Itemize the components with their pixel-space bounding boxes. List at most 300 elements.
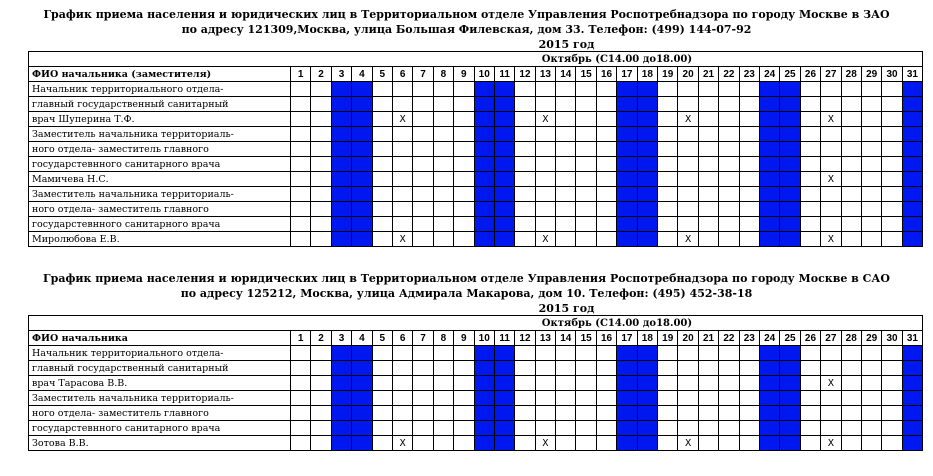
day-cell bbox=[719, 127, 739, 142]
day-cell bbox=[882, 157, 902, 172]
day-header: 8 bbox=[433, 67, 453, 82]
table-row bbox=[29, 82, 923, 97]
day-header: 18 bbox=[637, 67, 657, 82]
day-cell bbox=[658, 97, 678, 112]
day-header: 11 bbox=[494, 331, 514, 346]
schedule1-month: Октябрь (С14.00 до18.00) bbox=[29, 52, 923, 67]
day-cell bbox=[861, 202, 881, 217]
day-cell bbox=[556, 217, 576, 232]
day-cell bbox=[392, 172, 412, 187]
weekend-cell bbox=[474, 202, 494, 217]
day-cell bbox=[719, 346, 739, 361]
weekend-cell bbox=[474, 232, 494, 247]
weekend-cell bbox=[474, 127, 494, 142]
day-cell bbox=[413, 97, 433, 112]
weekend-cell bbox=[331, 82, 351, 97]
weekend-cell bbox=[780, 157, 800, 172]
table-row bbox=[29, 361, 923, 376]
day-cell bbox=[454, 436, 474, 451]
weekend-cell bbox=[637, 406, 657, 421]
weekend-cell bbox=[759, 172, 779, 187]
weekend-cell bbox=[759, 406, 779, 421]
weekend-cell bbox=[352, 142, 372, 157]
day-header: 17 bbox=[617, 331, 637, 346]
day-cell bbox=[739, 187, 759, 202]
day-header: 7 bbox=[413, 331, 433, 346]
official-name-line: государстевнного санитарного врача bbox=[29, 421, 291, 436]
day-cell bbox=[372, 361, 392, 376]
weekend-cell bbox=[637, 127, 657, 142]
day-cell bbox=[861, 142, 881, 157]
day-cell bbox=[719, 202, 739, 217]
day-cell bbox=[392, 187, 412, 202]
weekend-cell bbox=[494, 436, 514, 451]
day-cell bbox=[556, 142, 576, 157]
day-cell bbox=[841, 346, 861, 361]
day-cell bbox=[882, 406, 902, 421]
day-header: 6 bbox=[392, 67, 412, 82]
day-cell bbox=[515, 142, 535, 157]
weekend-cell bbox=[902, 361, 922, 376]
day-cell bbox=[861, 421, 881, 436]
day-header: 22 bbox=[719, 67, 739, 82]
day-cell bbox=[535, 187, 555, 202]
day-cell bbox=[698, 217, 718, 232]
reception-mark: Х bbox=[821, 376, 841, 391]
day-cell bbox=[311, 421, 331, 436]
day-cell bbox=[556, 346, 576, 361]
day-cell bbox=[719, 361, 739, 376]
weekend-cell bbox=[617, 406, 637, 421]
day-cell bbox=[556, 112, 576, 127]
weekend-cell bbox=[637, 82, 657, 97]
day-cell bbox=[739, 346, 759, 361]
day-cell bbox=[698, 436, 718, 451]
day-cell bbox=[372, 406, 392, 421]
day-cell bbox=[596, 82, 616, 97]
day-cell bbox=[678, 361, 698, 376]
day-cell bbox=[596, 436, 616, 451]
weekend-cell bbox=[759, 391, 779, 406]
official-name-line: ного отдела- заместитель главного bbox=[29, 406, 291, 421]
day-cell bbox=[841, 142, 861, 157]
day-cell bbox=[821, 127, 841, 142]
day-cell bbox=[861, 406, 881, 421]
day-cell bbox=[535, 172, 555, 187]
day-header: 2 bbox=[311, 67, 331, 82]
weekend-cell bbox=[494, 421, 514, 436]
weekend-cell bbox=[780, 346, 800, 361]
day-cell bbox=[291, 406, 311, 421]
official-name-line: врач Тарасова В.В. bbox=[29, 376, 291, 391]
day-header: 6 bbox=[392, 331, 412, 346]
day-cell bbox=[392, 82, 412, 97]
day-header: 17 bbox=[617, 67, 637, 82]
day-cell bbox=[576, 112, 596, 127]
weekend-cell bbox=[759, 436, 779, 451]
weekend-cell bbox=[494, 97, 514, 112]
day-cell bbox=[658, 361, 678, 376]
official-name-line: государстевнного санитарного врача bbox=[29, 157, 291, 172]
weekend-cell bbox=[902, 157, 922, 172]
reception-mark: Х bbox=[821, 112, 841, 127]
day-cell bbox=[698, 127, 718, 142]
day-cell bbox=[739, 361, 759, 376]
day-cell bbox=[576, 97, 596, 112]
weekend-cell bbox=[617, 82, 637, 97]
day-cell bbox=[698, 142, 718, 157]
weekend-cell bbox=[780, 406, 800, 421]
weekend-cell bbox=[759, 157, 779, 172]
day-cell bbox=[311, 187, 331, 202]
weekend-cell bbox=[474, 82, 494, 97]
weekend-cell bbox=[331, 361, 351, 376]
reception-mark: Х bbox=[821, 232, 841, 247]
day-cell bbox=[698, 232, 718, 247]
day-cell bbox=[882, 421, 902, 436]
day-cell bbox=[841, 376, 861, 391]
weekend-cell bbox=[494, 217, 514, 232]
day-header: 19 bbox=[658, 67, 678, 82]
weekend-cell bbox=[494, 232, 514, 247]
day-header: 13 bbox=[535, 331, 555, 346]
day-header: 9 bbox=[454, 67, 474, 82]
weekend-cell bbox=[637, 436, 657, 451]
weekend-cell bbox=[759, 187, 779, 202]
day-cell bbox=[454, 406, 474, 421]
day-cell bbox=[841, 127, 861, 142]
weekend-cell bbox=[780, 421, 800, 436]
weekend-cell bbox=[637, 376, 657, 391]
day-cell bbox=[800, 391, 820, 406]
weekend-cell bbox=[352, 187, 372, 202]
day-cell bbox=[882, 217, 902, 232]
weekend-cell bbox=[902, 202, 922, 217]
day-cell bbox=[392, 421, 412, 436]
weekend-cell bbox=[617, 187, 637, 202]
day-cell bbox=[861, 346, 881, 361]
reception-mark: Х bbox=[392, 436, 412, 451]
day-cell bbox=[515, 172, 535, 187]
day-cell bbox=[698, 376, 718, 391]
day-cell bbox=[576, 232, 596, 247]
official-name-line: Начальник территориального отдела- bbox=[29, 346, 291, 361]
day-cell bbox=[515, 157, 535, 172]
weekend-cell bbox=[902, 127, 922, 142]
day-header: 16 bbox=[596, 67, 616, 82]
day-cell bbox=[596, 346, 616, 361]
day-cell bbox=[698, 172, 718, 187]
table-row bbox=[29, 406, 923, 421]
day-header: 31 bbox=[902, 331, 922, 346]
weekend-cell bbox=[494, 127, 514, 142]
weekend-cell bbox=[637, 97, 657, 112]
reception-mark: Х bbox=[392, 232, 412, 247]
day-cell bbox=[556, 172, 576, 187]
day-cell bbox=[719, 376, 739, 391]
day-cell bbox=[596, 232, 616, 247]
weekend-cell bbox=[637, 421, 657, 436]
day-cell bbox=[576, 436, 596, 451]
weekend-cell bbox=[902, 391, 922, 406]
day-cell bbox=[515, 127, 535, 142]
day-cell bbox=[800, 202, 820, 217]
weekend-cell bbox=[759, 217, 779, 232]
day-cell bbox=[698, 391, 718, 406]
weekend-cell bbox=[780, 187, 800, 202]
day-cell bbox=[392, 346, 412, 361]
day-cell bbox=[454, 172, 474, 187]
official-name-line: ного отдела- заместитель главного bbox=[29, 142, 291, 157]
day-cell bbox=[576, 421, 596, 436]
day-cell bbox=[719, 172, 739, 187]
day-header: 18 bbox=[637, 331, 657, 346]
day-cell bbox=[882, 127, 902, 142]
day-cell bbox=[719, 421, 739, 436]
day-cell bbox=[841, 187, 861, 202]
day-header: 12 bbox=[515, 331, 535, 346]
day-cell bbox=[413, 82, 433, 97]
schedule2-month: Октябрь (С14.00 до18.00) bbox=[29, 316, 923, 331]
day-header: 25 bbox=[780, 67, 800, 82]
day-cell bbox=[576, 391, 596, 406]
day-cell bbox=[291, 127, 311, 142]
weekend-cell bbox=[759, 232, 779, 247]
day-cell bbox=[800, 436, 820, 451]
day-cell bbox=[515, 187, 535, 202]
day-cell bbox=[698, 346, 718, 361]
day-header: 1 bbox=[291, 67, 311, 82]
weekend-cell bbox=[474, 172, 494, 187]
day-cell bbox=[535, 217, 555, 232]
weekend-cell bbox=[494, 187, 514, 202]
weekend-cell bbox=[331, 97, 351, 112]
day-cell bbox=[658, 217, 678, 232]
weekend-cell bbox=[617, 346, 637, 361]
day-cell bbox=[392, 217, 412, 232]
day-cell bbox=[372, 421, 392, 436]
day-cell bbox=[372, 112, 392, 127]
reception-mark: Х bbox=[821, 172, 841, 187]
day-cell bbox=[576, 346, 596, 361]
day-cell bbox=[515, 112, 535, 127]
day-cell bbox=[291, 112, 311, 127]
day-cell bbox=[413, 346, 433, 361]
weekend-cell bbox=[352, 346, 372, 361]
table-row bbox=[29, 391, 923, 406]
day-cell bbox=[698, 97, 718, 112]
day-header: 1 bbox=[291, 331, 311, 346]
day-header: 16 bbox=[596, 331, 616, 346]
day-cell bbox=[311, 157, 331, 172]
schedule1-table bbox=[28, 51, 923, 247]
weekend-cell bbox=[352, 97, 372, 112]
day-cell bbox=[454, 361, 474, 376]
table-row bbox=[29, 346, 923, 361]
day-cell bbox=[535, 202, 555, 217]
day-cell bbox=[596, 376, 616, 391]
table-row bbox=[29, 187, 923, 202]
day-cell bbox=[515, 406, 535, 421]
day-cell bbox=[535, 376, 555, 391]
day-cell bbox=[882, 112, 902, 127]
day-cell bbox=[392, 97, 412, 112]
day-cell bbox=[821, 202, 841, 217]
weekend-cell bbox=[780, 376, 800, 391]
official-name-line: Начальник территориального отдела- bbox=[29, 82, 291, 97]
reception-mark: Х bbox=[535, 112, 555, 127]
day-cell bbox=[392, 406, 412, 421]
day-cell bbox=[576, 142, 596, 157]
weekend-cell bbox=[902, 376, 922, 391]
day-cell bbox=[454, 232, 474, 247]
day-cell bbox=[596, 202, 616, 217]
day-cell bbox=[596, 217, 616, 232]
day-cell bbox=[433, 361, 453, 376]
day-cell bbox=[535, 361, 555, 376]
day-cell bbox=[596, 361, 616, 376]
day-cell bbox=[821, 361, 841, 376]
day-cell bbox=[515, 376, 535, 391]
table-row bbox=[29, 97, 923, 112]
weekend-cell bbox=[780, 202, 800, 217]
weekend-cell bbox=[331, 112, 351, 127]
weekend-cell bbox=[617, 112, 637, 127]
day-cell bbox=[515, 202, 535, 217]
day-cell bbox=[433, 82, 453, 97]
weekend-cell bbox=[780, 361, 800, 376]
weekend-cell bbox=[352, 112, 372, 127]
day-cell bbox=[413, 172, 433, 187]
weekend-cell bbox=[494, 157, 514, 172]
weekend-cell bbox=[617, 217, 637, 232]
weekend-cell bbox=[617, 391, 637, 406]
weekend-cell bbox=[474, 421, 494, 436]
day-cell bbox=[535, 391, 555, 406]
day-cell bbox=[413, 157, 433, 172]
weekend-cell bbox=[352, 82, 372, 97]
day-cell bbox=[861, 112, 881, 127]
day-cell bbox=[698, 82, 718, 97]
day-cell bbox=[678, 376, 698, 391]
weekend-cell bbox=[637, 361, 657, 376]
day-header: 29 bbox=[861, 67, 881, 82]
day-cell bbox=[291, 361, 311, 376]
day-cell bbox=[291, 172, 311, 187]
day-header: 26 bbox=[800, 67, 820, 82]
weekend-cell bbox=[352, 157, 372, 172]
day-header: 19 bbox=[658, 331, 678, 346]
day-cell bbox=[556, 391, 576, 406]
schedule2-title-line1: График приема населения и юридических лиц в Территориальном отделе Управления Роспотребнадзора по городу Москве в САО bbox=[43, 272, 890, 285]
day-header: 30 bbox=[882, 331, 902, 346]
day-cell bbox=[311, 142, 331, 157]
official-name-line: Заместитель начальника территориаль- bbox=[29, 127, 291, 142]
day-cell bbox=[515, 217, 535, 232]
weekend-cell bbox=[352, 406, 372, 421]
day-cell bbox=[454, 127, 474, 142]
day-header: 22 bbox=[719, 331, 739, 346]
day-cell bbox=[739, 157, 759, 172]
day-cell bbox=[392, 202, 412, 217]
day-cell bbox=[556, 157, 576, 172]
day-header: 27 bbox=[821, 331, 841, 346]
day-cell bbox=[413, 436, 433, 451]
weekend-cell bbox=[494, 391, 514, 406]
day-cell bbox=[821, 97, 841, 112]
day-cell bbox=[311, 82, 331, 97]
day-cell bbox=[372, 202, 392, 217]
day-header: 3 bbox=[331, 67, 351, 82]
weekend-cell bbox=[780, 97, 800, 112]
day-cell bbox=[556, 187, 576, 202]
day-cell bbox=[658, 376, 678, 391]
day-cell bbox=[454, 187, 474, 202]
day-cell bbox=[800, 217, 820, 232]
weekend-cell bbox=[617, 376, 637, 391]
day-cell bbox=[841, 202, 861, 217]
day-cell bbox=[392, 391, 412, 406]
day-cell bbox=[882, 436, 902, 451]
day-cell bbox=[739, 127, 759, 142]
day-cell bbox=[291, 232, 311, 247]
schedule1-year: 2015 год bbox=[538, 38, 595, 51]
day-cell bbox=[515, 97, 535, 112]
day-cell bbox=[413, 127, 433, 142]
day-cell bbox=[678, 142, 698, 157]
schedule1-title-line2: по адресу 121309,Москва, улица Большая Филевская, дом 33. Телефон: (499) 144-07-92 bbox=[181, 23, 752, 36]
weekend-cell bbox=[474, 376, 494, 391]
day-cell bbox=[454, 346, 474, 361]
day-cell bbox=[678, 346, 698, 361]
official-name-line: врач Шуперина Т.Ф. bbox=[29, 112, 291, 127]
weekend-cell bbox=[474, 112, 494, 127]
day-cell bbox=[821, 142, 841, 157]
day-cell bbox=[719, 142, 739, 157]
table-row bbox=[29, 172, 923, 187]
table-row bbox=[29, 202, 923, 217]
day-cell bbox=[372, 436, 392, 451]
day-cell bbox=[454, 202, 474, 217]
day-cell bbox=[433, 391, 453, 406]
day-cell bbox=[576, 82, 596, 97]
weekend-cell bbox=[637, 142, 657, 157]
day-cell bbox=[800, 232, 820, 247]
day-cell bbox=[291, 421, 311, 436]
weekend-cell bbox=[780, 142, 800, 157]
official-name-line: главный государственный санитарный bbox=[29, 361, 291, 376]
day-cell bbox=[882, 391, 902, 406]
day-cell bbox=[841, 172, 861, 187]
day-header: 25 bbox=[780, 331, 800, 346]
day-cell bbox=[291, 391, 311, 406]
day-cell bbox=[515, 421, 535, 436]
day-cell bbox=[515, 232, 535, 247]
official-name-line: Заместитель начальника территориаль- bbox=[29, 187, 291, 202]
weekend-cell bbox=[494, 361, 514, 376]
weekend-cell bbox=[902, 97, 922, 112]
day-cell bbox=[861, 232, 881, 247]
day-cell bbox=[739, 436, 759, 451]
day-cell bbox=[861, 391, 881, 406]
day-cell bbox=[413, 112, 433, 127]
day-cell bbox=[882, 187, 902, 202]
table-row bbox=[29, 112, 923, 127]
day-header: 10 bbox=[474, 67, 494, 82]
day-cell bbox=[678, 172, 698, 187]
day-cell bbox=[311, 232, 331, 247]
day-cell bbox=[454, 376, 474, 391]
